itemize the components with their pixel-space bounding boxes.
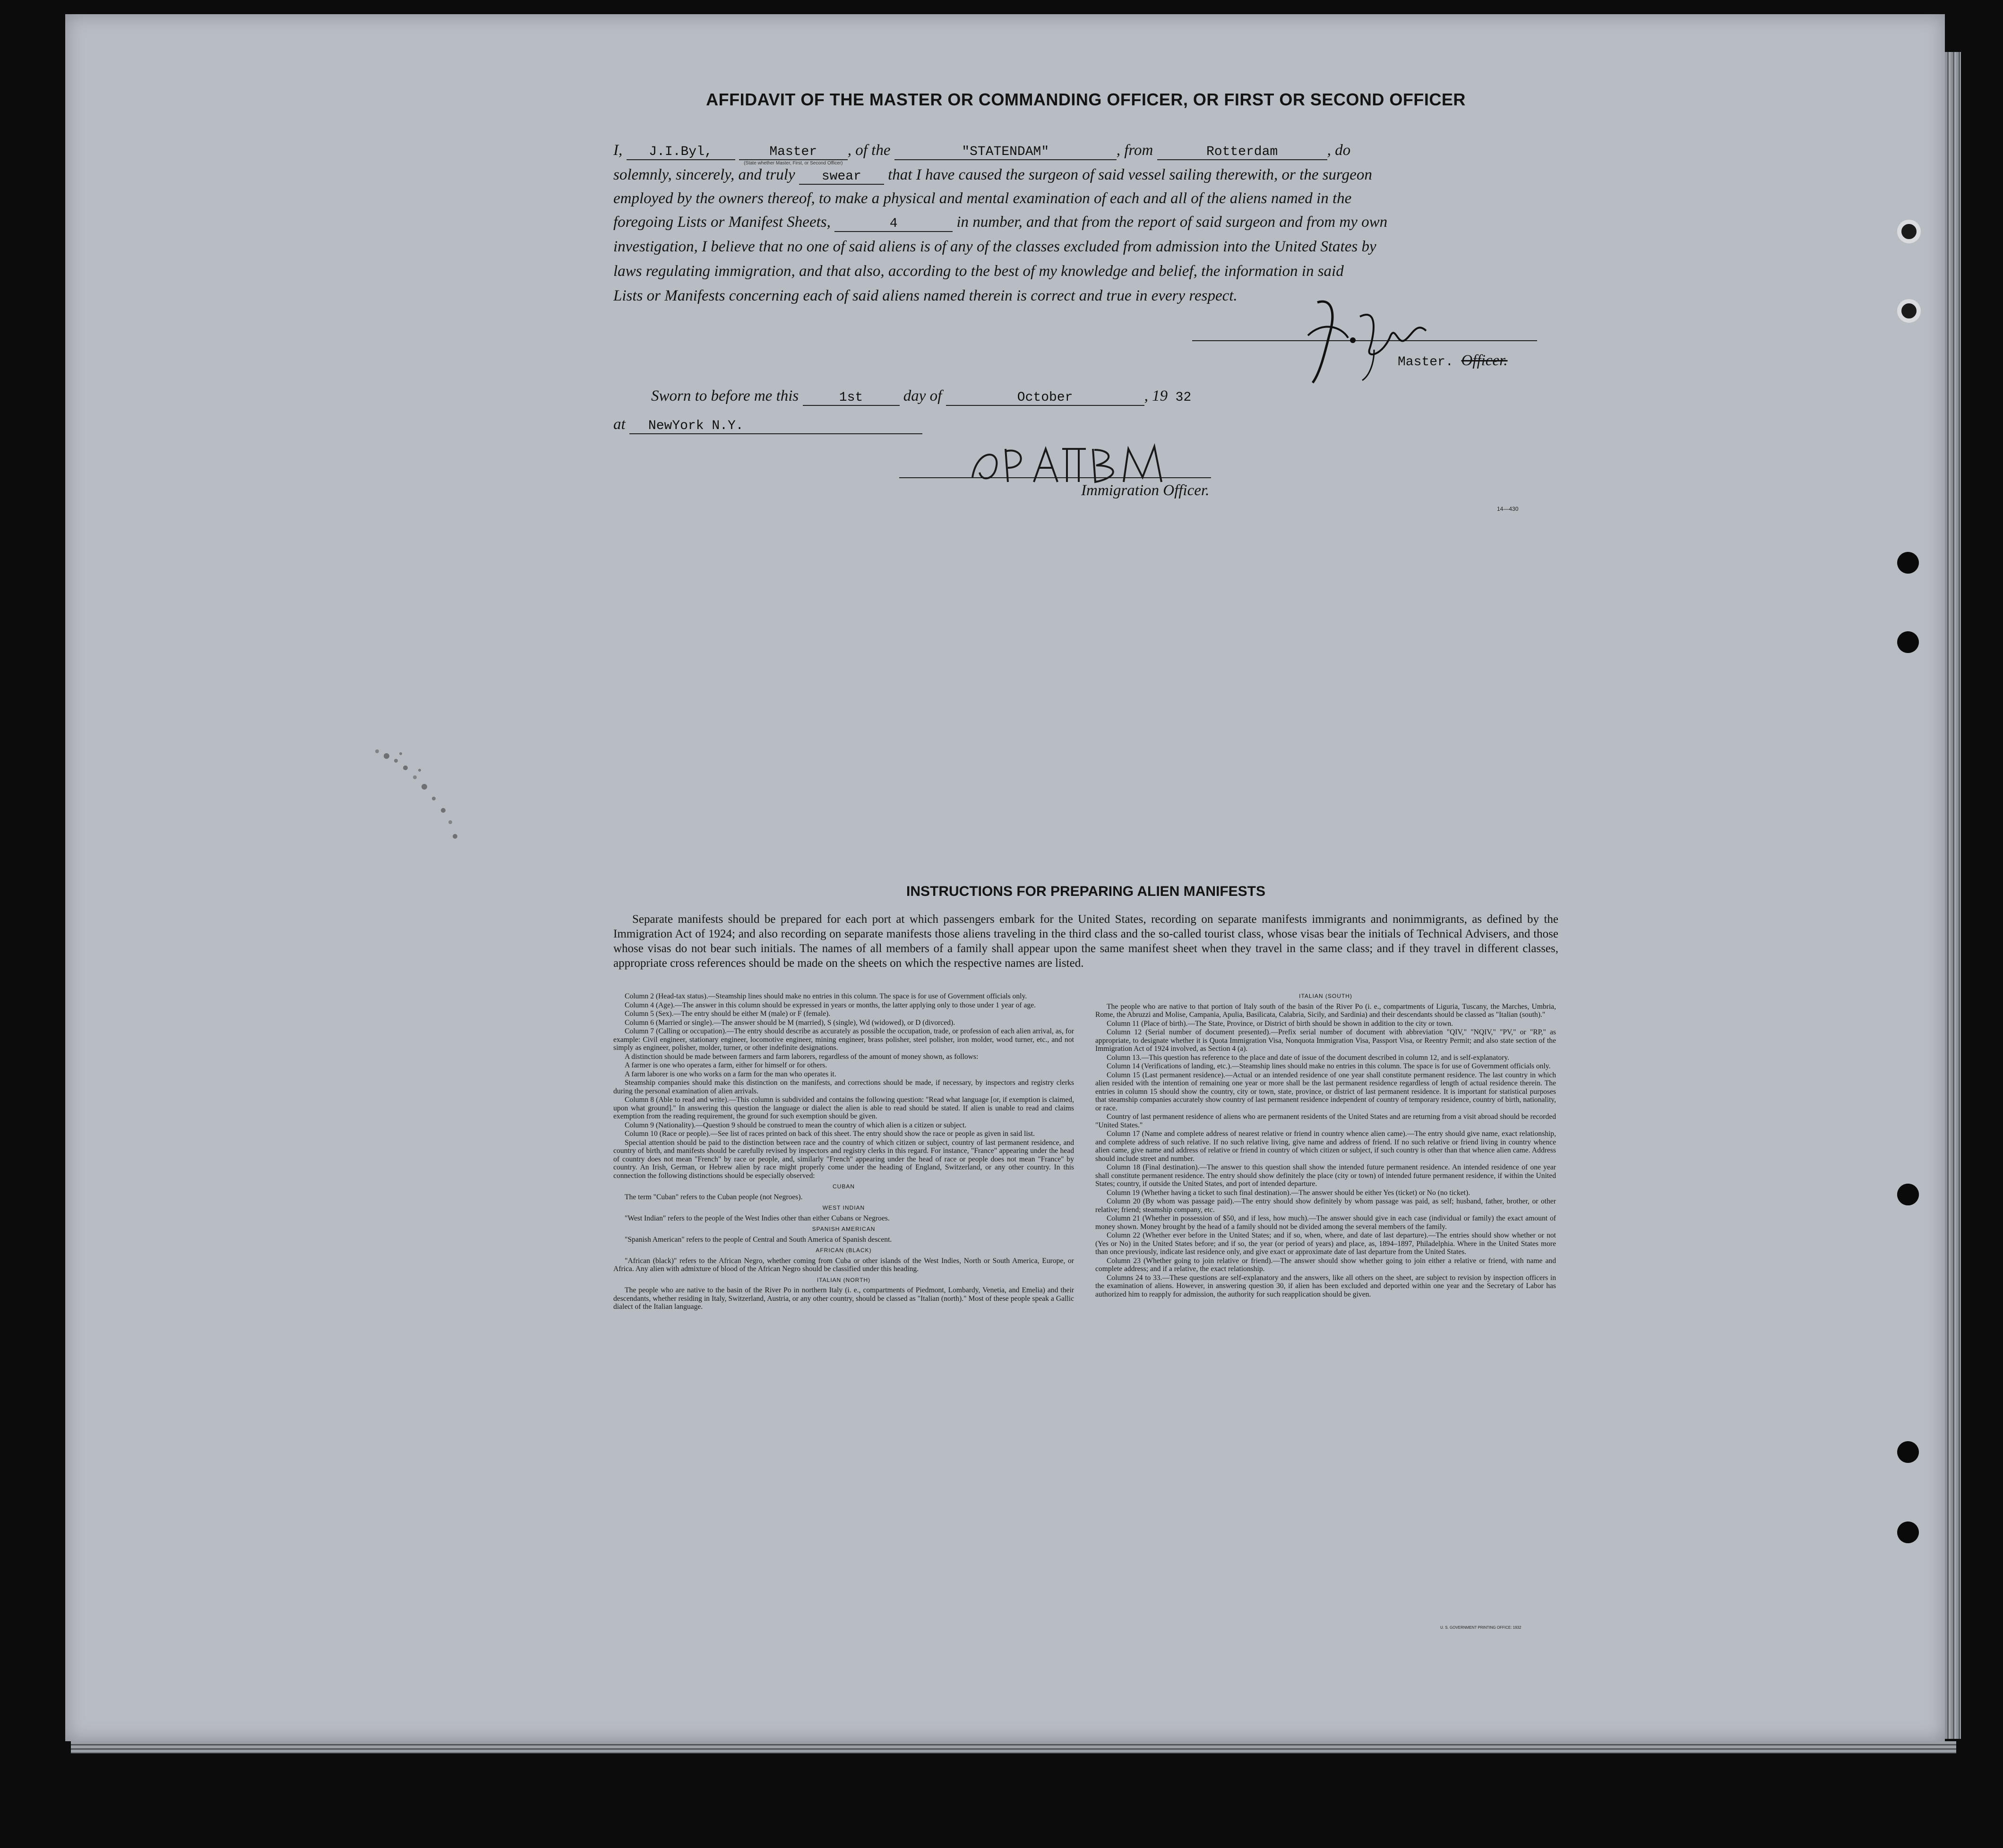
instruction-paragraph: Column 6 (Married or single).—The answer should be M (married), S (single), Wd (widowed), or D (divorced). <box>625 1018 955 1027</box>
affidavit-text: , of the <box>847 142 891 159</box>
affidavit-text: at <box>613 416 626 433</box>
instruction-paragraph: A distinction should be made between farmers and farm laborers, regardless of the amount of money shown, as follows: <box>625 1052 979 1061</box>
instruction-paragraph: Column 15 (Last permanent residence).—Actual or an intended residence of one year shall constitute permanent residence. The last country in which alien resided with the intention of remaining one year or more shall be the last permanent residence regardless of length of actual residence therein. The entries in column 15 should show the country, city or town, state, province, or district of last permanent residence. It is important for statistical purposes that steamship companies accurately show country of last permanent residence independent of country of temporary residence, country of birth, nationality, or race. <box>1095 1071 1556 1112</box>
binder-hole <box>1897 552 1919 574</box>
section-heading-african: AFRICAN (BLACK) <box>816 1247 872 1254</box>
printing-office-imprint: U. S. GOVERNMENT PRINTING OFFICE: 1932 <box>1440 1625 1522 1630</box>
instruction-paragraph: Column 8 (Able to read and write).—This column is subdivided and contains the following question: "Read what language [or, if exemption is claimed, upon what ground]." In answering this question the language or dialect the alien is able to read should be stated. If alien is unable to read and claims exemption from the reading requirement, the ground for such exemption should be given. <box>613 1096 1074 1120</box>
instructions-left-column <box>613 992 1074 1312</box>
instructions-title: INSTRUCTIONS FOR PREPARING ALIEN MANIFESTS <box>906 884 1266 899</box>
port-field: Rotterdam <box>1157 145 1327 160</box>
instructions-right-column <box>1095 992 1556 1299</box>
instruction-paragraph: Column 20 (By whom was passage paid).—The entry should show definitely by whom passage was paid, as self; husband, father, brother, or other relative; friend; steamship company, etc. <box>1095 1197 1556 1214</box>
instruction-paragraph: Column 12 (Serial number of document presented).—Prefix serial number of document with abbreviation "QIV," "NQIV," "PV," or "RP," as appropriate, to designate whether it is Quota Immigration Visa, Nonquota Immigration Visa, Passport Visa, or Reentry Permit; and also state section of the Immigration Act of 1924 involved, as Section 4 (a). <box>1095 1028 1556 1053</box>
affidavit-title: AFFIDAVIT OF THE MASTER OR COMMANDING OFFICER, OR FIRST OR SECOND OFFICER <box>706 90 1466 109</box>
section-text-african: "African (black)" refers to the African Negro, whether coming from Cuba or other islands of the West Indies, North or South America, Europe, or Africa. Any alien with admixture of blood of the African Negro should be classified under this heading. <box>613 1256 1074 1273</box>
affidavit-line-3: employed by the owners thereof, to make a physical and mental examination of each and all of the aliens named in the <box>613 190 1352 207</box>
instruction-paragraph: Column 5 (Sex).—The entry should be either M (male) or F (female). <box>625 1010 831 1018</box>
section-text-italian-north: The people who are native to the basin of the River Po in northern Italy (i. e., compartments of Piedmont, Lombardy, Venetia, and Emelia) and their descendants, whether residing in Italy, Switzerland, Austria, or any other country, should be classed as "Italian (north)." Most of these people speak a Gallic dialect of the Italian language. <box>613 1286 1074 1311</box>
master-name-field: J.I.Byl, <box>627 145 735 160</box>
instruction-paragraph: Column 7 (Calling or occupation).—The entry should describe as accurately as possible the occupation, trade, or profession of each alien arrival, as, for example: Civil engineer, stationary engineer, locomotive engineer, mining engineer, brass polisher, steel polisher, iron molder, wood turner, etc., and not simply as engineer, polisher, molder, turner, or other indefinite designations. <box>613 1027 1074 1052</box>
binder-hole <box>1897 1184 1919 1205</box>
affidavit-text: , 19 <box>1144 387 1168 404</box>
instruction-paragraph: A farmer is one who operates a farm, either for himself or for others. <box>625 1061 827 1069</box>
instruction-paragraph: Column 4 (Age).—The answer in this column should be expressed in years or months, the latter applying only to those under 1 year of age. <box>625 1001 1036 1009</box>
stacked-sheet-edges <box>1945 52 1961 1739</box>
officer-title-value: Master <box>769 145 817 159</box>
instruction-paragraph: Column 10 (Race or people).—See list of races printed on back of this sheet. The entry should show the race or people as given in said list. <box>625 1130 1035 1138</box>
instruction-paragraph: Column 23 (Whether going to join relative or friend).—The answer should show whether going to join either a relative or friend, with name and complete address; and if a relative, the exact relationship. <box>1095 1256 1556 1273</box>
affidavit-line-4 <box>613 214 1558 238</box>
immigration-officer-label: Immigration Officer. <box>1081 482 1210 499</box>
instruction-paragraph: The people who are native to that portion of Italy south of the basin of the River Po (i. e., compartments of Liguria, Tuscany, the Marches, Umbria, Rome, the Abruzzi and Molise, Campania, Apulia, Basilicata, Calabria, Sicily, and Sardinia) and their descendants should be classed as "Italian (south)." <box>1095 1002 1556 1019</box>
instruction-paragraph: Column 21 (Whether in possession of $50, and if less, how much).—The answer should give in each case (individual or family) the exact amount of money shown. Money brought by the head of a family should not be divided among the several members of the family. <box>1095 1214 1556 1231</box>
instruction-paragraph: Column 17 (Name and complete address of nearest relative or friend in country whence alien came).—The entry should give name, exact relationship, and complete address of such relative. If no such relative living, give name and address of friend. If no such relative or friend living in country whence alien came, give name and address of relative or friend in country of which citizen or subject, if such country is other than that whence alien came. Address should include street and number. <box>1095 1130 1556 1163</box>
sworn-place-field: NewYork N.Y. <box>629 419 922 434</box>
sworn-year-field: 32 <box>1175 390 1192 405</box>
sworn-line <box>613 387 1558 412</box>
instruction-paragraph: Column 11 (Place of birth).—The State, Province, or District of birth should be shown in addition to the city or town. <box>1107 1019 1453 1028</box>
oath-field: swear <box>799 169 884 185</box>
instruction-paragraph: Column 22 (Whether ever before in the United States; and if so, when, where, and date of last departure).—The entries should show whether or not (Yes or No) in the United States before; and if so, the year (or period of years) and place, as, 1894–1897, Philadelphia. Where in the United States more than once previously, indicate last residence only, and give exact or approximate date of last departure from the United States. <box>1095 1231 1556 1256</box>
section-text-cuban: The term "Cuban" refers to the Cuban people (not Negroes). <box>625 1193 803 1201</box>
section-text-spanish-american: "Spanish American" refers to the people of Central and South America of Spanish descent. <box>625 1235 892 1244</box>
paper-sheet <box>65 14 1945 1741</box>
section-text-west-indian: "West Indian" refers to the people of the West Indies other than either Cubans or Negroes. <box>625 1214 890 1222</box>
instruction-paragraph: Steamship companies should make this distinction on the manifests, and corrections should be made, if necessary, by inspectors and registry clerks during the personal examination of alien arrivals. <box>613 1079 1074 1095</box>
affidavit-line-5: investigation, I believe that no one of said aliens is of any of the classes excluded from admission into the United States by <box>613 238 1376 255</box>
section-heading-west-indian: WEST INDIAN <box>822 1204 865 1211</box>
immigration-officer-signature <box>968 439 1166 491</box>
section-heading-italian-north: ITALIAN (NORTH) <box>817 1276 871 1283</box>
affidavit-text: solemnly, sincerely, and truly <box>613 166 795 183</box>
affidavit-line-1 <box>613 142 1558 166</box>
section-heading-cuban: CUBAN <box>832 1183 855 1190</box>
affidavit-text: day of <box>903 387 942 404</box>
instruction-paragraph: Special attention should be paid to the distinction between race and the country of which citizen or subject, country of last permanent residence, and country of birth, and manifests should be carefully revised by inspectors and registry clerks in this regard. For instance, "France" appearing under the head of country does not mean "French" by race or people, and, similarly "French" appearing under the head of race or people does not mean "France" by country. An Irish, German, or Hebrew alien by race might properly come under the heading of England, Switzerland, or any other country. In this connection the following distinctions should be especially observed: <box>613 1138 1074 1180</box>
stacked-sheet-bottom-edges <box>71 1741 1956 1753</box>
section-heading-spanish-american: SPANISH AMERICAN <box>812 1226 876 1232</box>
affidavit-text: , do <box>1327 142 1351 159</box>
signer-title-master: Master. <box>1398 355 1453 370</box>
affidavit-text: that I have caused the surgeon of said vessel sailing therewith, or the surgeon <box>888 166 1372 183</box>
sworn-day-field: 1st <box>803 390 900 406</box>
binder-hole-reinforced <box>1897 299 1921 323</box>
sworn-month-field: October <box>946 390 1144 406</box>
instruction-paragraph: Country of last permanent residence of aliens who are permanent residents of the United States and are returning from a visit abroad should be recorded "United States." <box>1095 1113 1556 1129</box>
instruction-paragraph: Column 13.—This question has reference to the place and date of issue of the document described in column 12, and is self-explanatory. <box>1107 1053 1510 1062</box>
at-line <box>613 416 1558 440</box>
binder-hole-reinforced <box>1897 220 1921 243</box>
instruction-paragraph: Column 19 (Whether having a ticket to such final destination).—The answer should be either Yes (ticket) or No (no ticket). <box>1107 1188 1470 1197</box>
form-number: 14—430 <box>1497 506 1519 512</box>
affidavit-text: , from <box>1116 142 1153 159</box>
officer-title-field <box>739 145 848 166</box>
instruction-paragraph: A farm laborer is one who works on a farm for the man who operates it. <box>625 1070 836 1078</box>
ink-smudge <box>368 742 481 851</box>
signer-title-struck: Officer. <box>1461 352 1508 369</box>
sheet-count-field: 4 <box>834 216 953 232</box>
binder-hole <box>1897 1441 1919 1463</box>
vessel-name-field: "STATENDAM" <box>894 145 1117 160</box>
instruction-paragraph: Columns 24 to 33.—These questions are self-explanatory and the answers, like all others on the sheet, are subject to revision by inspection officers in the examination of aliens. However, in answering question 30, if alien has been excluded and deported within one year and the Secretary of Labor has authorized him to reapply for admission, the authority for such reapplication should be given. <box>1095 1273 1556 1298</box>
instruction-paragraph: Column 2 (Head-tax status).—Steamship lines should make no entries in this column. The space is for use of Government officials only. <box>625 992 1027 1000</box>
left-paragraphs <box>613 992 1074 1180</box>
officer-title-note: (State whether Master, First, or Second Officer) <box>744 161 843 166</box>
instruction-paragraph: Column 18 (Final destination).—The answer to this question shall show the intended future permanent residence. An intended residence of one year shall constitute permanent residence. The entry should show definitely the place (city or town) of intended future permanent residence, if within the United States; country, if outside the United States, and port of intended departure. <box>1095 1163 1556 1188</box>
instruction-paragraph: Column 9 (Nationality).—Question 9 should be construed to mean the country of which alien is a citizen or subject. <box>625 1121 967 1129</box>
affidavit-text: I, <box>613 142 623 159</box>
affidavit-text: foregoing Lists or Manifest Sheets, <box>613 214 831 231</box>
master-signature <box>1303 293 1431 387</box>
affidavit-line-2 <box>613 166 1558 191</box>
instruction-paragraph: Column 14 (Verifications of landing, etc.).—Steamship lines should make no entries in this column. The space is for use of Government officials only. <box>1107 1062 1551 1070</box>
section-heading-italian-south: ITALIAN (SOUTH) <box>1299 993 1352 999</box>
affidavit-line-7: Lists or Manifests concerning each of said aliens named therein is correct and true in every respect. <box>613 287 1238 304</box>
instructions-intro: Separate manifests should be prepared for each port at which passengers embark for the United States, recording on separate manifests immigrants and nonimmigrants, as defined by the Immigration Act of 1924; and also recording on separate manifests those aliens traveling in the third class and the so-called tourist class, whose visas bear the initials of Technical Advisers, and those whose visas do not bear such initials. The names of all members of a family shall appear upon the same manifest sheet when they travel in the same class; and if they travel in different classes, appropriate cross references should be made on the sheets on which the respective names are listed. <box>613 913 1558 970</box>
affidavit-line-6: laws regulating immigration, and that also, according to the best of my knowledge and belief, the information in said <box>613 263 1344 280</box>
affidavit-text: in number, and that from the report of said surgeon and from my own <box>956 214 1388 231</box>
affidavit-text: Sworn to before me this <box>651 387 799 404</box>
binder-hole <box>1897 1521 1919 1543</box>
binder-hole <box>1897 631 1919 653</box>
